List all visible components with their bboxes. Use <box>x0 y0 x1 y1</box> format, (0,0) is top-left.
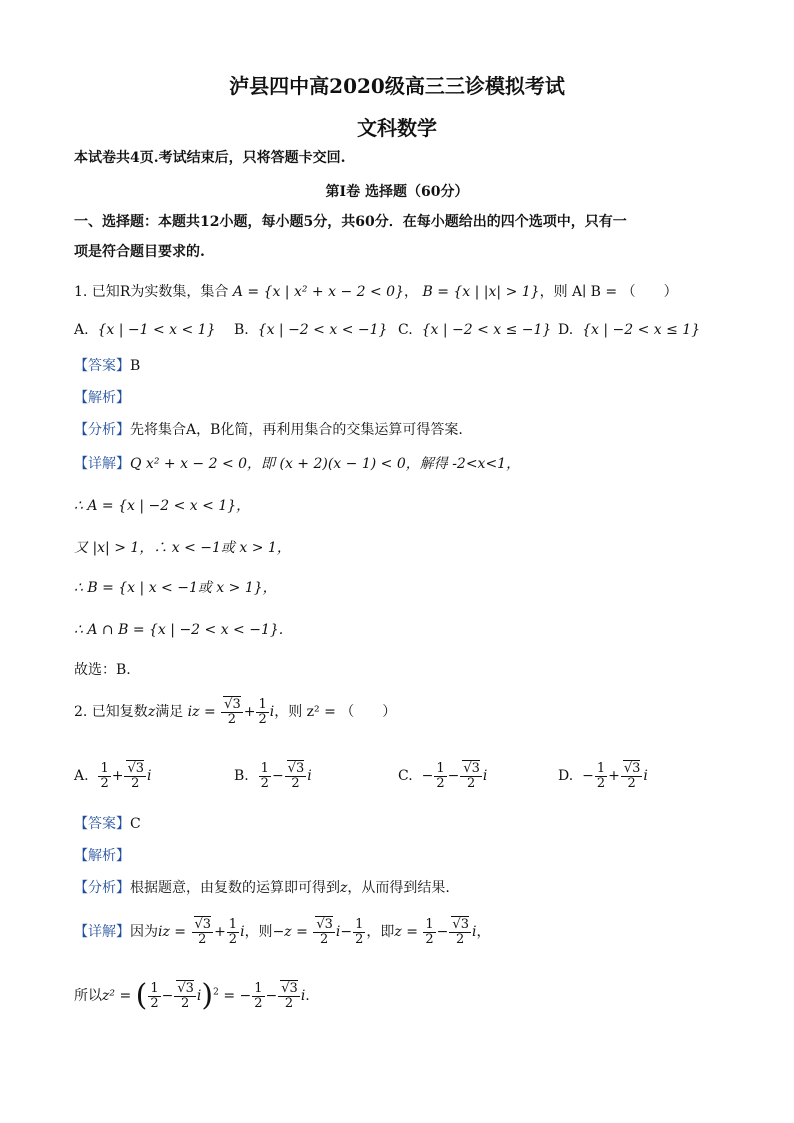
q1-option-c: C. {x | −2 < x ≤ −1} <box>398 322 552 338</box>
q2-detail-line: 【详解】因为iz = $\frac{√3}{2}$ + $\frac{1}{2}$ i，则−z = $\frac{√3}{2}$ i− $\frac{1}{2}$ ，即z = $\frac{1}{2}$ − $\frac{√3}{2}$ i， <box>74 917 491 947</box>
q1-answer-tag: 【答案】 <box>74 358 130 374</box>
intro-text: 本试卷共4页.考试结束后，只将答题卡交回. <box>74 150 346 166</box>
q1-detail-line-2: ∴ A = {x | −2 < x < 1}， <box>74 498 251 514</box>
q1-stem-prefix: 1. 已知 <box>74 284 120 300</box>
q2-option-d: D. − $\frac{1}{2}$ + $\frac{√3}{2}$ i <box>558 761 648 791</box>
q2-final-line: 所以z² = ( $\frac{1}{2}$ − $\frac{√3}{2}$ i)$^2$ = − $\frac{1}{2}$ − $\frac{√3}{2}$ i. <box>74 978 310 1013</box>
q1-answer-line <box>74 358 140 375</box>
section-instruction-line2: 项是符合题目要求的. <box>74 244 205 260</box>
q2-option-b: B. $\frac{1}{2}$ − $\frac{√3}{2}$ i <box>234 761 312 791</box>
q1-option-a: A. {x | −1 < x < 1} <box>74 322 216 338</box>
q1-detail-line-5: ∴ A ∩ B = {x | −2 < x < −1}. <box>74 622 284 638</box>
q1-set-b: B = {x | |x| > 1} <box>422 284 540 300</box>
q1-fenxi: 先将集合A，B化简，再利用集合的交集运算可得答案. <box>130 422 463 438</box>
q1-conclusion: 故选：B. <box>74 662 131 678</box>
q1-fenxi-line: 【分析】先将集合A，B化简，再利用集合的交集运算可得答案. <box>74 422 463 438</box>
q2-analysis-tag: 【解析】 <box>74 848 130 864</box>
q1-stem <box>74 284 678 301</box>
part-heading: 第I卷 选择题（60分） <box>325 184 469 200</box>
q1-comma: ， <box>404 284 418 300</box>
q2-stem: 2. 已知复数z满足 iz = $\frac{√3}{2}$ + $\frac{1}{2}$ i，则 z² = （ ） <box>74 697 397 727</box>
q1-stem-mid: 为实数集，集合 <box>130 284 229 300</box>
q2-answer: C <box>130 816 141 832</box>
q2-option-c: C. − $\frac{1}{2}$ − $\frac{√3}{2}$ i <box>398 761 488 791</box>
exam-subtitle: 文科数学 <box>357 116 437 140</box>
q1-analysis-tag: 【解析】 <box>74 390 130 406</box>
q1-detail-line-3: 又 |x| > 1，∴ x < −1或 x > 1， <box>74 540 291 556</box>
q1-detail-line-4: ∴ B = {x | x < −1或 x > 1}， <box>74 580 277 596</box>
exam-title: 泸县四中高2020级高三三诊模拟考试 <box>229 74 565 98</box>
section-instruction-line1: 一、选择题：本题共12小题，每小题5分，共60分．在每小题给出的四个选项中，只有一 <box>74 214 627 230</box>
q2-fenxi-line: 【分析】根据题意，由复数的运算即可得到z，从而得到结果. <box>74 880 450 896</box>
q2-option-a: A. $\frac{1}{2}$ + $\frac{√3}{2}$ i <box>74 761 152 791</box>
q1-answer: B <box>130 358 141 374</box>
q1-option-d: D. {x | −2 < x ≤ 1} <box>558 322 701 338</box>
q1-set-a: A = {x | x² + x − 2 < 0} <box>232 284 404 300</box>
q1-option-b: B. {x | −2 < x < −1} <box>234 322 388 338</box>
q1-stem-end: ，则 A∣ B = （ ） <box>539 284 678 300</box>
q1-set-r: R <box>119 284 131 300</box>
q2-answer-line: 【答案】C <box>74 816 141 832</box>
q1-detail-line-1: 【详解】Q x² + x − 2 < 0，即 (x + 2)(x − 1) < 0，解得 -2<x<1， <box>74 456 521 472</box>
